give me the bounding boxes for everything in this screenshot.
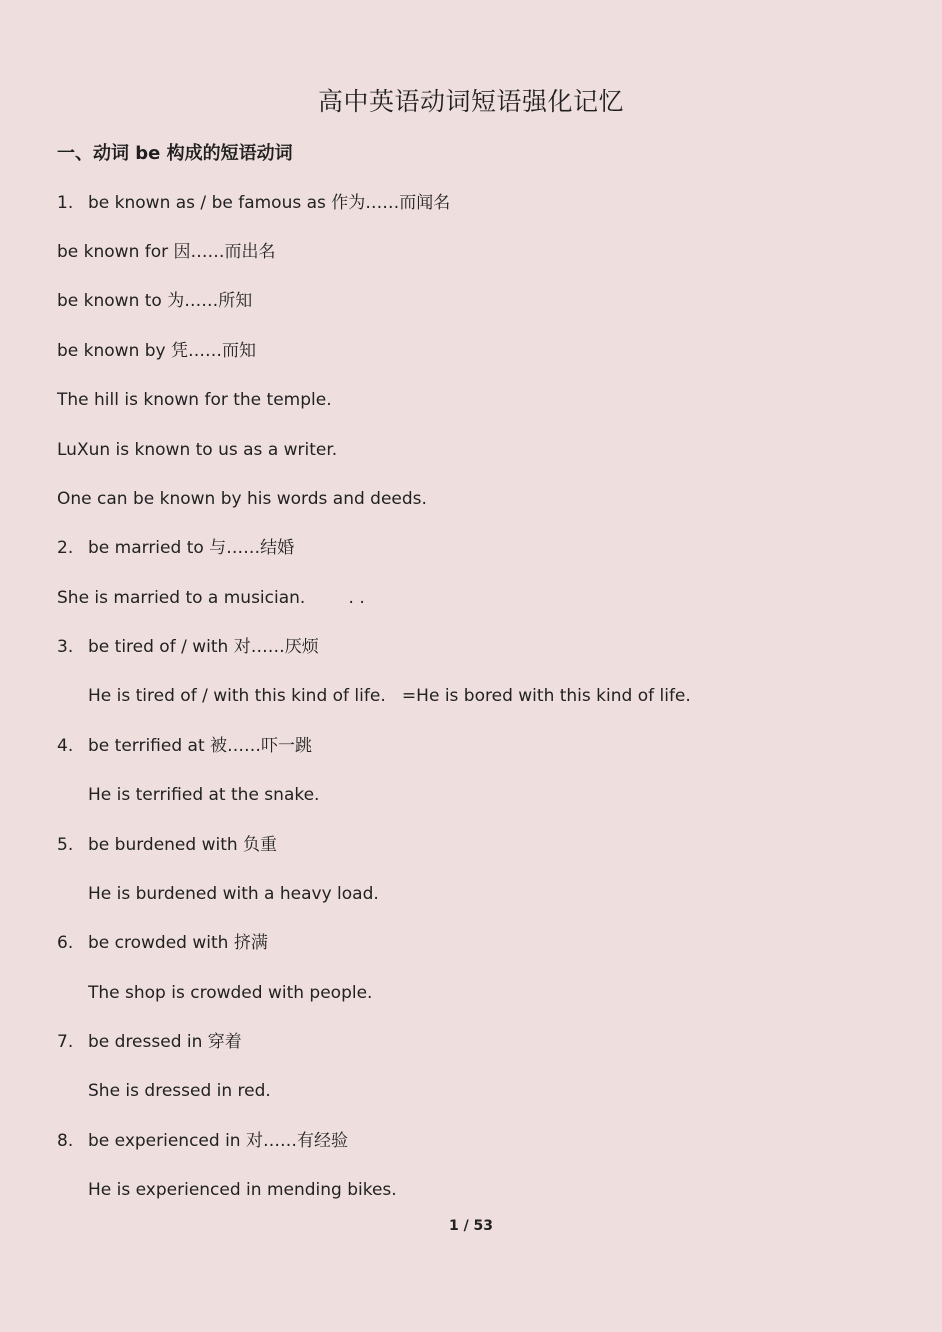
item-number: 1. xyxy=(57,193,74,213)
example-sentence: LuXun is known to us as a writer. xyxy=(57,440,338,460)
example-sentence: He is burdened with a heavy load. xyxy=(88,884,379,904)
example-sentence: The shop is crowded with people. xyxy=(88,983,373,1003)
item-number: 8. xyxy=(57,1131,74,1151)
list-item xyxy=(57,929,268,957)
item-number: 7. xyxy=(57,1032,74,1052)
item-number: 5. xyxy=(57,835,74,855)
phrase-line: be known to 为……所知 xyxy=(57,291,253,311)
list-item xyxy=(57,1127,348,1155)
phrase-text: be married to 与……结婚 xyxy=(88,538,295,558)
phrase-text: be dressed in 穿着 xyxy=(88,1032,242,1052)
example-sentence: He is tired of / with this kind of life. =He is bored with this kind of life. xyxy=(88,686,691,706)
list-item xyxy=(57,831,277,859)
section-heading: 一、动词 be 构成的短语动词 xyxy=(57,143,293,164)
page-indicator: 1 / 53 xyxy=(448,1218,494,1234)
list-item xyxy=(57,189,450,217)
example-sentence: He is terrified at the snake. xyxy=(88,785,320,805)
phrase-line: be known for 因……而出名 xyxy=(57,242,276,262)
list-item xyxy=(57,1028,242,1056)
example-sentence: One can be known by his words and deeds. xyxy=(57,489,427,509)
phrase-text: be tired of / with 对……厌烦 xyxy=(88,637,319,657)
example-sentence: The hill is known for the temple. xyxy=(57,390,332,410)
item-number: 6. xyxy=(57,933,74,953)
phrase-text: be known as / be famous as 作为……而闻名 xyxy=(88,193,451,213)
item-number: 3. xyxy=(57,637,74,657)
phrase-text: be burdened with 负重 xyxy=(88,835,278,855)
phrase-text: be experienced in 对……有经验 xyxy=(88,1131,348,1151)
page-title: 高中英语动词短语强化记忆 xyxy=(317,87,624,116)
example-sentence: He is experienced in mending bikes. xyxy=(88,1180,397,1200)
list-item xyxy=(57,633,319,661)
phrase-text: be terrified at 被……吓一跳 xyxy=(88,736,313,756)
phrase-line: be known by 凭……而知 xyxy=(57,341,257,361)
phrase-text: be crowded with 挤满 xyxy=(88,933,268,953)
list-item xyxy=(57,534,294,562)
example-sentence: She is dressed in red. xyxy=(88,1081,271,1101)
item-number: 4. xyxy=(57,736,74,756)
list-item xyxy=(57,732,312,760)
item-number: 2. xyxy=(57,538,74,558)
example-sentence: She is married to a musician. . . xyxy=(57,588,365,608)
